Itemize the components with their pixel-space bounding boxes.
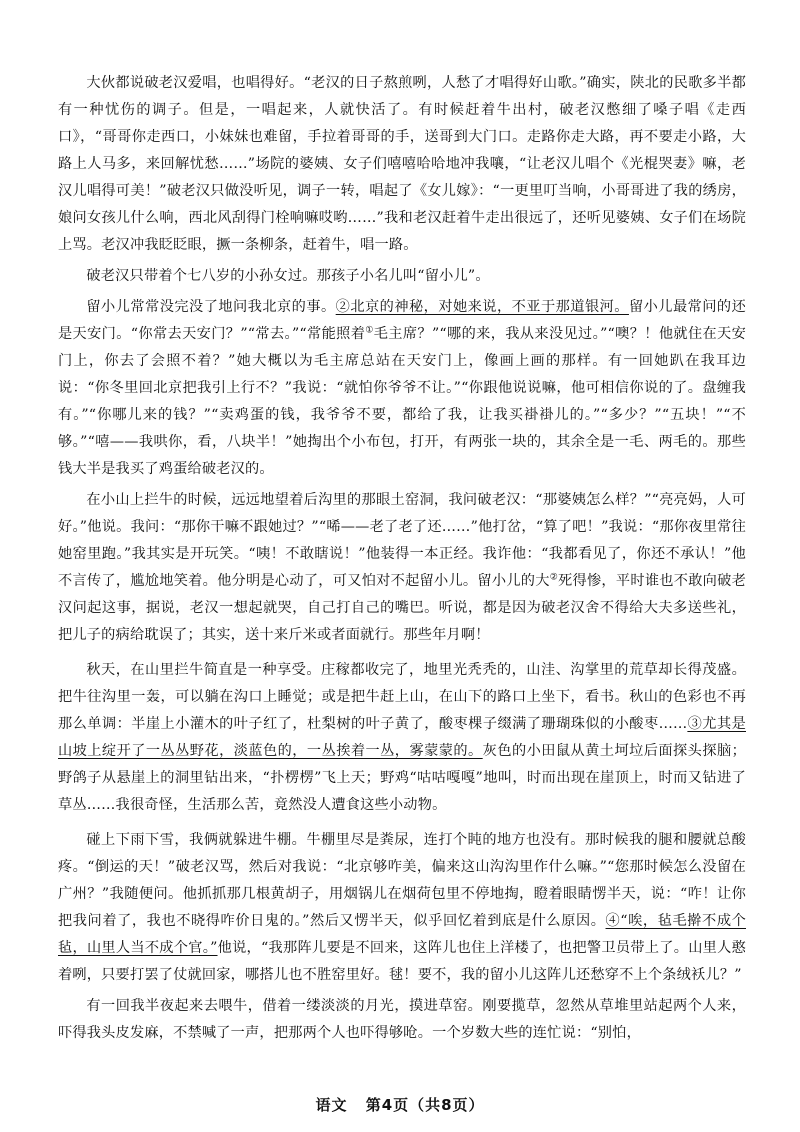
footnote-marker: ② (549, 572, 559, 583)
footnote-marker: ① (365, 325, 374, 336)
paragraph (58, 70, 746, 259)
text-run: 有一回我半夜起来去喂牛，借着一缕淡淡的月光，摸进草窑。刚要揽草，忽然从草堆里站起两个人来，吓得我头皮发麻，不禁喊了一声，把那两个人也吓得够呛。一个岁数大些的连忙说：“别怕， (58, 998, 746, 1041)
footer-subject: 语文 (315, 1096, 348, 1114)
paragraph (58, 294, 746, 483)
article-body (58, 70, 746, 1051)
text-run: 死得惨，平时谁也不敢向破老汉问起这事，据说，老汉一想起就哭，自己打自己的嘴巴。听说，都是因为破老汉舍不得给大夫多送些礼，把儿子的病给耽误了；其实，送十来斤米或者面就行。那些年月啊！ (58, 573, 746, 643)
paragraph (58, 993, 746, 1047)
text-run: 留小儿常常没完没了地问我北京的事。 (86, 299, 336, 315)
paragraph (58, 657, 746, 819)
text-run: 大伙都说破老汉爱唱，也唱得好。“老汉的日子熬煎咧，人愁了才唱得好山歌。”确实，陕北的民歌多半都有一种忧伤的调子。但是，一唱起来，人就快活了。有时候赶着牛出村，破老汉憋细了嗓子唱《走西口》，“哥哥你走西口，小妹妹也难留，手拉着哥哥的手，送哥到大门口。走路你走大路，再不要走小路，大路上人马多，来回解忧愁……”场院的婆姨、女子们嘻嘻哈哈地冲我嚷，“让老汉儿唱个《光棍哭妻》嘛，老汉儿唱得可美！”破老汉只做没听见，调子一转，唱起了《女儿嫁》：“一更里叮当响，小哥哥进了我的绣房，娘问女孩儿什么响，西北风刮得门栓响嘛哎哟……”我和老汉赶着牛走出很远了，还听见婆姨、女子们在场院上骂。老汉冲我眨眨眼，撅一条柳条，赶着牛，唱一路。 (58, 75, 746, 253)
text-run: 秋天，在山里拦牛简直是一种享受。庄稼都收完了，地里光秃秃的，山洼、沟掌里的荒草却长得茂盛。把牛往沟里一轰，可以躺在沟口上睡觉；或是把牛赶上山，在山下的路口上坐下，看书。秋山的色彩也不再那么单调：半崖上小灌木的叶子红了，杜梨树的叶子黄了，酸枣棵子缀满了珊瑚珠似的小酸枣…… (58, 662, 746, 732)
text-run: 他说，“我那阵儿要是不回来，这阵儿也住上洋楼了，也把警卫员带上了。山里人憨着咧，只要打罢了仗就回家，哪搭儿也不胜窑里好。毬！要不，我的留小儿这阵儿还愁穿不上个条绒袄儿？” (58, 940, 746, 983)
text-run: 破老汉只带着个七八岁的小孙女过。那孩子小名儿叫“留小儿”。 (86, 268, 490, 284)
underlined-sentence: ④“唉，毡毛擀不成个毡，山里人当不成个官。” (58, 913, 746, 956)
text-run: 留小儿最常问的还是天安门。“你常去天安门？”“常去。”“常能照着 (58, 299, 746, 342)
footer-page-number: 第4页（共8页） (365, 1096, 485, 1114)
underlined-sentence: ③尤其是山坡上绽开了一丛丛野花，淡蓝色的，一丛挨着一丛，雾蒙蒙的。 (58, 716, 746, 759)
underlined-sentence: ②北京的神秘，对她来说，不亚于那道银河。 (335, 299, 629, 315)
paragraph (58, 827, 746, 989)
text-run: 毛主席？”“哪的来，我从来没见过。”“噢？！他就住在天安门上，你去了会照不着？”她大概以为毛主席总站在天安门上，像画上画的那样。有一回她趴在我耳边说：“你冬里回北京把我引上行不？”我说：“就怕你爷爷不让。”“你跟他说说嘛，他可相信你说的了。盘缠我有。”“你哪儿来的钱？”“卖鸡蛋的钱，我爷爷不要，都给了我，让我买褂褂儿的。”“多少？”“五块！”“不够。”“嘻——我哄你，看，八块半！”她掏出个小布包，打开，有两张一块的，其余全是一毛、两毛的。那些钱大半是我买了鸡蛋给破老汉的。 (58, 326, 747, 477)
paragraph (58, 487, 746, 649)
text-run: 灰色的小田鼠从黄土坷垃后面探头探脑；野鸽子从悬崖上的洞里钻出来，“扑楞楞”飞上天；野鸡“咕咕嘎嘎”地叫，时而出现在崖顶上，时而又钻进了草丛……我很奇怪，生活那么苦，竟然没人遭食这些小动物。 (58, 743, 746, 813)
paragraph (58, 263, 746, 290)
text-run: 碰上下雨下雪，我俩就躲进牛棚。牛棚里尽是粪尿，连打个盹的地方也没有。那时候我的腿和腰就总酸疼。“倒运的天！”破老汉骂，然后对我说：“北京够咋美，偏来这山沟沟里作什么嘛。”“您那时候怎么没留在广州？”我随便问。他抓抓那几根黄胡子，用烟锅儿在烟荷包里不停地掏，瞪着眼睛愣半天，说：“咋！让你把我问着了，我也不晓得咋价日鬼的。”然后又愣半天，似乎回忆着到底是什么原因。 (58, 832, 746, 929)
page-footer (0, 1094, 800, 1115)
text-run: 在小山上拦牛的时候，远远地望着后沟里的那眼土窑洞，我问破老汉：“那婆姨怎么样？”“亮亮妈，人可好。”他说。我问：“那你干嘛不跟她过？”“唏——老了老了还……”他打岔，“算了吧！”我说：“那你夜里常往她窑里跑。”我其实是开玩笑。“咦！不敢瞎说！”他装得一本正经。我诈他：“我都看见了，你还不承认！”他不言传了，尴尬地笑着。他分明是心动了，可又怕对不起留小儿。留小儿的大 (58, 492, 746, 589)
